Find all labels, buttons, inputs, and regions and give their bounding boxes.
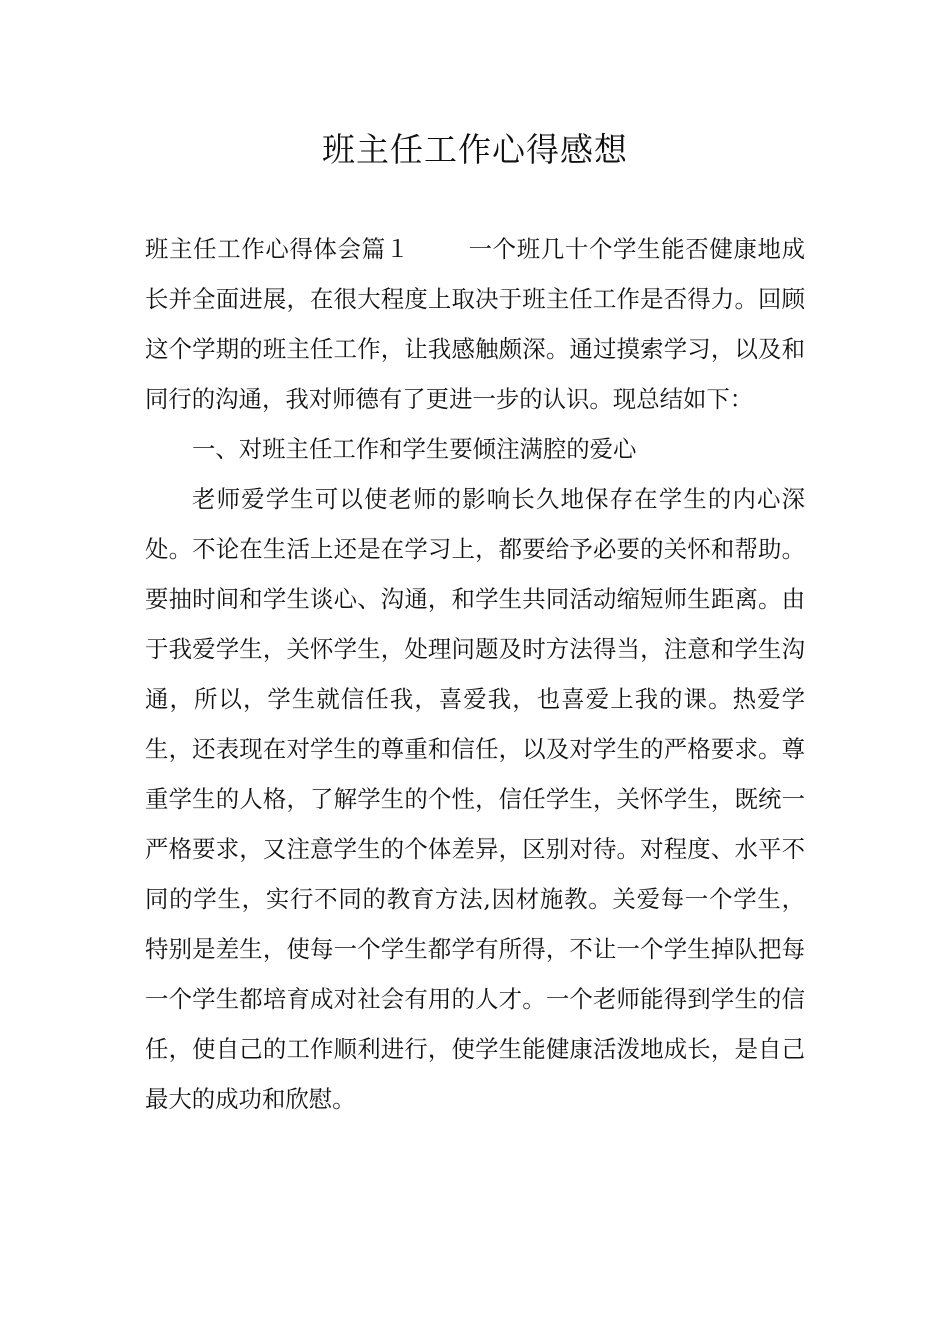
intro-label: 班主任工作心得体会篇１ xyxy=(145,235,410,263)
document-body xyxy=(145,224,805,1124)
document-title: 班主任工作心得感想 xyxy=(322,130,628,169)
intro-text: 一个班几十个学生能否健康地成长并全面进展，在很大程度上取决于班主任工作是否得力。回顾这个学期的班主任工作，让我感触颇深。通过摸索学习，以及和同行的沟通，我对师德有了更进一步的认识。现总结如下： xyxy=(145,235,806,413)
intro-paragraph xyxy=(145,224,805,424)
section-heading: 一、对班主任工作和学生要倾注满腔的爱心 xyxy=(192,435,637,463)
section-paragraph: 老师爱学生可以使老师的影响长久地保存在学生的内心深处。不论在生活上还是在学习上，都要给予必要的关怀和帮助。要抽时间和学生谈心、沟通，和学生共同活动缩短师生距离。由于我爱学生，关怀学生，处理问题及时方法得当，注意和学生沟通，所以，学生就信任我，喜爱我，也喜爱上我的课。热爱学生，还表现在对学生的尊重和信任，以及对学生的严格要求。尊重学生的人格，了解学生的个性，信任学生，关怀学生，既统一严格要求，又注意学生的个体差异，区别对待。对程度、水平不同的学生，实行不同的教育方法,因材施教。关爱每一个学生，特别是差生，使每一个学生都学有所得，不让一个学生掉队把每一个学生都培育成对社会有用的人才。一个老师能得到学生的信任，使自己的工作顺利进行，使学生能健康活泼地成长，是自己最大的成功和欣慰。 xyxy=(145,485,805,1113)
